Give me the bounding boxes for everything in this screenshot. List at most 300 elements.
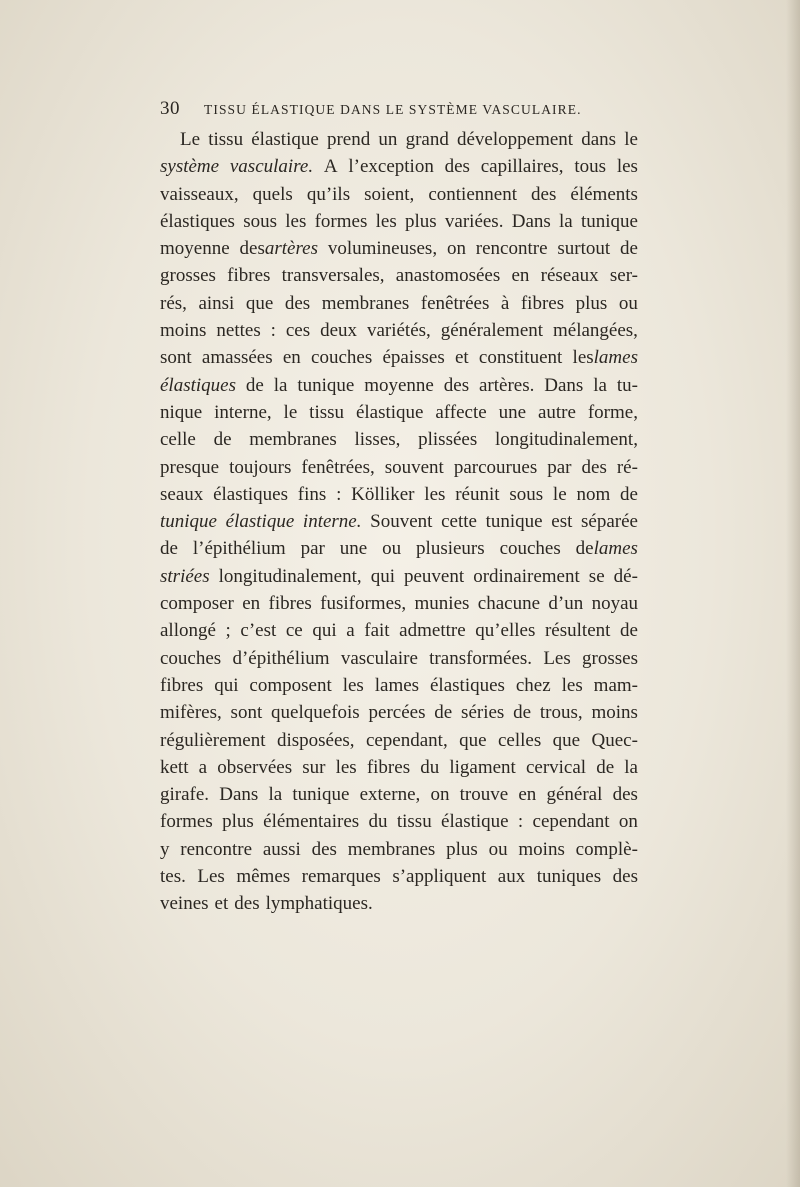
word — [445, 153, 470, 180]
word — [236, 863, 290, 890]
word — [160, 535, 178, 562]
word — [364, 181, 414, 208]
text: formes — [160, 811, 213, 833]
word — [219, 563, 362, 590]
text: sous — [509, 483, 544, 505]
word — [457, 126, 573, 153]
text-line — [160, 426, 638, 453]
text: : — [336, 483, 342, 505]
text: kett — [160, 756, 189, 778]
text: variées. — [444, 210, 504, 232]
text-line — [160, 617, 638, 644]
text: général — [546, 784, 603, 806]
text: ré- — [616, 456, 638, 478]
word — [526, 754, 586, 781]
text-line — [160, 836, 638, 863]
text: toujours — [229, 456, 292, 478]
word — [516, 672, 551, 699]
page-edge-shadow — [786, 0, 800, 1187]
word — [548, 590, 583, 617]
text: élastiques — [430, 674, 505, 696]
text-line — [160, 153, 638, 180]
word — [498, 727, 541, 754]
word — [531, 181, 556, 208]
text: élastique — [355, 401, 424, 423]
word — [537, 863, 601, 890]
word — [559, 208, 573, 235]
text: les — [424, 483, 446, 505]
text: tous — [574, 156, 607, 178]
word — [219, 781, 258, 808]
italic-text: élastique — [225, 511, 295, 533]
word — [620, 617, 638, 644]
word — [198, 290, 234, 317]
text: un — [378, 129, 398, 150]
text: trous, — [539, 702, 583, 724]
word — [479, 372, 534, 399]
word — [322, 290, 410, 317]
text: la — [559, 210, 573, 232]
text-line — [160, 317, 638, 344]
word — [541, 262, 599, 289]
word — [246, 290, 273, 317]
text: ce — [285, 620, 303, 642]
text: moins — [591, 702, 638, 724]
text: chez — [515, 674, 551, 696]
word — [160, 153, 219, 180]
text: ligament — [449, 756, 516, 778]
text: longitudinalement, — [494, 429, 638, 451]
word — [405, 208, 437, 235]
word — [518, 808, 523, 835]
text-line — [160, 235, 638, 262]
text-line — [160, 508, 638, 535]
text: de — [160, 538, 178, 560]
text: souvent — [384, 456, 444, 478]
word — [545, 617, 610, 644]
word — [230, 153, 313, 180]
word — [434, 699, 452, 726]
word — [160, 890, 209, 917]
word — [160, 645, 221, 672]
word — [160, 590, 234, 617]
text: régulièrement — [160, 729, 266, 751]
text: remarques — [301, 866, 381, 888]
word — [227, 262, 270, 289]
word — [160, 672, 203, 699]
word — [226, 508, 295, 535]
word — [263, 836, 301, 863]
text: les — [616, 156, 638, 178]
text: Le — [180, 129, 201, 150]
text-line — [160, 454, 638, 481]
text: y — [160, 838, 170, 860]
text: nom — [576, 483, 611, 505]
text: élastiques — [213, 483, 288, 505]
word — [302, 754, 325, 781]
text: composent — [249, 674, 332, 696]
word — [617, 454, 638, 481]
text: est — [551, 511, 573, 533]
text: couches — [311, 347, 373, 369]
text: quelquefois — [271, 702, 360, 724]
word — [160, 754, 189, 781]
word — [617, 153, 638, 180]
word — [229, 454, 291, 481]
word — [367, 317, 431, 344]
word — [593, 372, 607, 399]
word — [348, 153, 433, 180]
text: aux — [497, 866, 526, 888]
text: mifères, — [160, 702, 222, 724]
word — [312, 617, 336, 644]
word — [367, 754, 410, 781]
word — [512, 208, 551, 235]
text: plus — [575, 292, 608, 314]
word — [382, 344, 444, 371]
text: mélangées, — [553, 320, 638, 342]
word — [199, 754, 207, 781]
text: des — [311, 838, 337, 860]
word — [354, 426, 400, 453]
word — [624, 754, 638, 781]
text: que — [459, 729, 487, 751]
word — [312, 836, 337, 863]
word — [557, 235, 610, 262]
text: les — [572, 347, 594, 369]
text: sur — [302, 756, 326, 778]
text: c’est — [240, 620, 277, 642]
word — [242, 590, 260, 617]
text: les — [285, 210, 307, 232]
word — [336, 481, 341, 508]
word — [303, 508, 362, 535]
word — [240, 617, 276, 644]
text: ou — [618, 292, 638, 314]
word — [498, 863, 525, 890]
word — [197, 863, 224, 890]
text: disposées, — [276, 729, 355, 751]
word — [269, 781, 283, 808]
text: tunique — [581, 210, 638, 232]
text: Souvent — [370, 511, 433, 533]
text: plus — [404, 210, 437, 232]
running-title: TISSU ÉLASTIQUE DANS LE SYSTÈME VASCULAIRE. — [204, 102, 582, 117]
text: séparée — [581, 511, 638, 533]
text: celles — [497, 729, 542, 751]
word — [376, 208, 397, 235]
text-line — [160, 262, 638, 289]
text-line — [160, 863, 638, 890]
word — [226, 617, 231, 644]
text: en — [242, 593, 261, 615]
word — [454, 454, 537, 481]
word — [540, 699, 583, 726]
text: mam- — [593, 674, 638, 696]
text: lames — [374, 674, 420, 696]
text: allongé — [160, 620, 216, 642]
text: transversales, — [281, 265, 385, 287]
word — [500, 535, 561, 562]
text: soient, — [364, 183, 415, 205]
word — [309, 399, 344, 426]
text: Dans — [544, 374, 584, 396]
text: par — [300, 538, 325, 560]
text: des — [612, 784, 638, 806]
word — [489, 836, 508, 863]
text: moins — [518, 838, 565, 860]
word — [266, 890, 373, 917]
text: l’épithélium — [192, 538, 286, 560]
text: complè- — [575, 838, 638, 860]
word — [613, 781, 638, 808]
italic-text: système — [160, 156, 220, 178]
word — [360, 781, 421, 808]
word — [214, 426, 232, 453]
word — [420, 754, 439, 781]
text-line — [160, 372, 638, 399]
word — [581, 208, 638, 235]
text: fins — [297, 483, 327, 505]
word — [215, 890, 229, 917]
italic-text: élastiques — [160, 374, 236, 396]
word — [348, 836, 436, 863]
text: sous — [243, 210, 277, 232]
word — [624, 126, 638, 153]
word — [544, 372, 583, 399]
word — [378, 126, 397, 153]
text: trouve — [459, 784, 509, 806]
word — [460, 781, 509, 808]
word — [576, 836, 638, 863]
text: presque — [160, 456, 220, 478]
text: séries — [461, 702, 505, 724]
text: volumineuses, — [327, 238, 438, 260]
text: de — [575, 538, 594, 560]
word — [315, 208, 368, 235]
text: cependant, — [365, 729, 448, 751]
text: moins — [160, 320, 207, 342]
word — [594, 672, 638, 699]
text: transformées. — [429, 647, 533, 669]
italic-text: artères — [264, 238, 318, 260]
text: : — [270, 320, 276, 342]
text-line — [160, 590, 638, 617]
text: fusiformes, — [320, 593, 407, 615]
text: tunique — [485, 511, 543, 533]
text: généralement — [440, 320, 544, 342]
text: membranes — [249, 429, 337, 451]
body-paragraph — [160, 126, 638, 918]
word — [620, 235, 638, 262]
text: réunit — [455, 483, 500, 505]
text: ou — [488, 838, 508, 860]
word — [455, 481, 499, 508]
text: moyenne — [364, 374, 434, 396]
word — [424, 481, 445, 508]
word — [429, 645, 532, 672]
page-number: 30 — [160, 98, 180, 119]
text: aussi — [262, 838, 301, 860]
text: fenêtrées — [420, 292, 490, 314]
text: cette — [441, 511, 477, 533]
text: de — [620, 620, 638, 642]
text-line — [160, 481, 638, 508]
text: membranes — [347, 838, 436, 860]
text: de — [620, 483, 638, 505]
word — [478, 590, 540, 617]
word — [574, 153, 606, 180]
text: fenêtrées, — [301, 456, 375, 478]
text: le — [552, 483, 567, 505]
text: résultent — [544, 620, 611, 642]
word — [327, 126, 370, 153]
text: interne, — [214, 401, 272, 423]
text: ser- — [609, 265, 638, 287]
text: constituent — [478, 347, 563, 369]
text: la — [624, 756, 638, 778]
text: les — [342, 674, 364, 696]
text: réseaux — [540, 265, 599, 287]
text: fibres — [366, 756, 411, 778]
text: des — [612, 866, 638, 888]
word — [160, 262, 216, 289]
word — [193, 535, 286, 562]
word — [160, 399, 202, 426]
text: contiennent — [428, 183, 517, 205]
text: Les — [543, 647, 571, 669]
text: qui — [312, 620, 337, 642]
word — [430, 672, 505, 699]
text: couches — [160, 647, 222, 669]
word — [396, 262, 500, 289]
word — [570, 181, 638, 208]
text-line — [160, 181, 638, 208]
text-line — [160, 208, 638, 235]
text: girafe. — [160, 784, 210, 806]
word — [406, 126, 449, 153]
word — [160, 454, 219, 481]
text: amassées — [201, 347, 273, 369]
text: des — [444, 156, 470, 178]
text: couches — [499, 538, 561, 560]
word — [369, 808, 388, 835]
word — [364, 372, 434, 399]
word — [547, 454, 571, 481]
word — [416, 535, 485, 562]
text: veines — [160, 893, 209, 915]
text: à — [500, 292, 510, 314]
text: surtout — [557, 238, 611, 260]
text: lisses, — [354, 429, 401, 451]
word — [160, 317, 206, 344]
word — [620, 481, 638, 508]
text: une — [339, 538, 368, 560]
text: seaux — [160, 483, 204, 505]
text: noyau — [591, 593, 638, 615]
text: nettes — [216, 320, 261, 342]
text: tunique — [292, 784, 350, 806]
text: observées — [217, 756, 293, 778]
word — [301, 535, 325, 562]
word — [160, 481, 203, 508]
word — [366, 727, 448, 754]
word — [613, 863, 638, 890]
word — [446, 836, 478, 863]
text: tu- — [616, 374, 638, 396]
word — [160, 781, 209, 808]
text: développement — [457, 129, 574, 150]
word — [341, 645, 418, 672]
word — [538, 399, 576, 426]
text: mêmes — [236, 866, 291, 888]
word — [269, 590, 312, 617]
text: du — [420, 756, 440, 778]
text: qu’ils — [306, 183, 351, 205]
word — [297, 372, 354, 399]
text-line — [160, 754, 638, 781]
word — [302, 863, 381, 890]
word — [481, 153, 564, 180]
word — [614, 563, 638, 590]
text: et — [214, 893, 229, 915]
word — [160, 344, 192, 371]
text: de — [245, 374, 264, 396]
text-line — [160, 563, 638, 590]
text-line — [160, 727, 638, 754]
text: éléments — [570, 183, 638, 205]
text: sont — [160, 347, 192, 369]
word — [214, 399, 272, 426]
text: en — [518, 784, 537, 806]
text: autre — [537, 401, 576, 423]
word — [576, 481, 610, 508]
text: formes — [314, 210, 368, 232]
word — [385, 454, 444, 481]
word — [214, 672, 238, 699]
text: Quec- — [591, 729, 638, 751]
word — [346, 617, 354, 644]
word — [449, 754, 515, 781]
text: élastiques — [160, 210, 235, 232]
text: Les — [197, 866, 225, 888]
text: plus — [222, 811, 254, 833]
italic-text: tunique — [160, 511, 217, 533]
text: affecte — [435, 401, 487, 423]
text: s’appliquent — [392, 866, 487, 888]
word — [160, 426, 196, 453]
text: les — [375, 210, 397, 232]
text: anastomosées — [395, 265, 501, 287]
word — [249, 672, 331, 699]
word — [351, 481, 414, 508]
text: se — [588, 565, 605, 587]
word — [441, 808, 509, 835]
text: variétés, — [366, 320, 431, 342]
text: une — [498, 401, 527, 423]
text: qui — [370, 565, 395, 587]
text: de — [513, 702, 532, 724]
word — [160, 863, 186, 890]
word — [307, 181, 350, 208]
text: rés, — [160, 292, 187, 314]
text: que — [552, 729, 581, 751]
word — [160, 208, 235, 235]
word — [286, 617, 303, 644]
text: de — [596, 756, 615, 778]
text: A — [323, 156, 338, 178]
text: tissu — [396, 811, 432, 833]
